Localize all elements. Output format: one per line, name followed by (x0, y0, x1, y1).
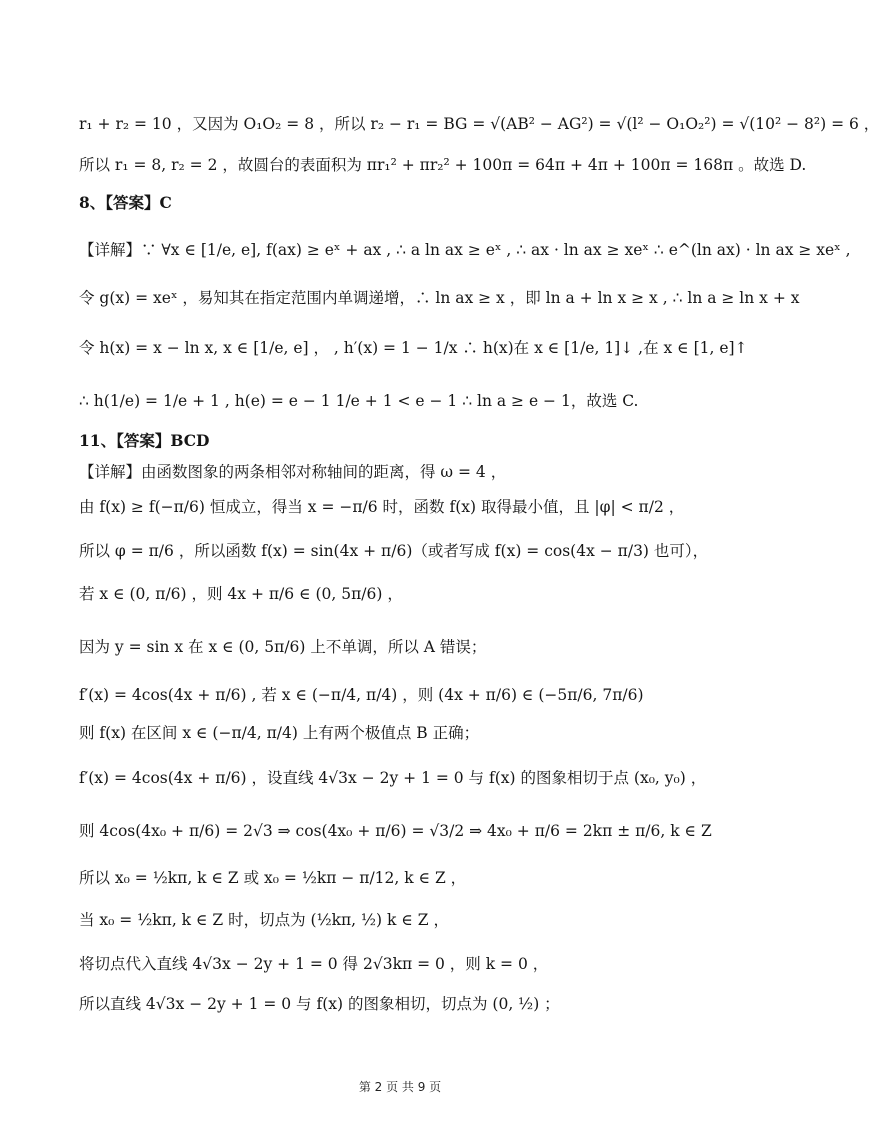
text-line: 所以 φ = π/6 ，所以函数 f(x) = sin(4x + π/6)（或者写成 f(x) = cos(4x − π/3) 也可）， (79, 542, 709, 560)
answer-heading-q11: 11、【答案】BCD (79, 431, 210, 450)
text-line: ∴ h(1/e) = 1/e + 1 , h(e) = e − 1 1/e + 1 < e − 1 ∴ ln a ≥ e − 1，故选 C. (79, 392, 639, 410)
text-line: 【详解】由函数图象的两条相邻对称轴间的距离，得 ω = 4 ， (79, 463, 507, 481)
text-line: 将切点代入直线 4√3x − 2y + 1 = 0 得 2√3kπ = 0 ，则 k = 0 ， (79, 955, 549, 973)
text-line: 因为 y = sin x 在 x ∈ (0, 5π/6) 上不单调，所以 A 错误； (79, 638, 487, 656)
text-line: 所以直线 4√3x − 2y + 1 = 0 与 f(x) 的图象相切，切点为 (0, ½) ； (79, 995, 560, 1013)
text-line: f′(x) = 4cos(4x + π/6) , 若 x ∈ (−π/4, π/4) ，则 (4x + π/6) ∈ (−5π/6, 7π/6) (79, 686, 644, 704)
text-line: 当 x₀ = ½kπ, k ∈ Z 时，切点为 (½kπ, ½) k ∈ Z ， (79, 911, 449, 929)
text-line: 令 h(x) = x − ln x, x ∈ [1/e, e] ， , h′(x) = 1 − 1/x ∴ h(x)在 x ∈ [1/e, 1]↓ ,在 x ∈ [1, e]↑ (79, 339, 748, 357)
page-footer: 第 2 页 共 9 页 (358, 1080, 442, 1094)
text-line: 则 4cos(4x₀ + π/6) = 2√3 ⇒ cos(4x₀ + π/6) = √3/2 ⇒ 4x₀ + π/6 = 2kπ ± π/6, k ∈ Z (79, 822, 712, 840)
text-line: 所以 x₀ = ½kπ, k ∈ Z 或 x₀ = ½kπ − π/12, k ∈ Z ， (79, 869, 467, 887)
text-line: 由 f(x) ≥ f(−π/6) 恒成立，得当 x = −π/6 时，函数 f(x) 取得最小值，且 |φ| < π/2 ， (79, 498, 685, 516)
text-line: r₁ + r₂ = 10 ，又因为 O₁O₂ = 8 ，所以 r₂ − r₁ = BG = √(AB² − AG²) = √(l² − O₁O₂²) = √(10² − 8²) = 6 ， (79, 115, 879, 133)
text-line: f′(x) = 4cos(4x + π/6) ，设直线 4√3x − 2y + 1 = 0 与 f(x) 的图象相切于点 (x₀, y₀) ， (79, 769, 707, 787)
text-line: 若 x ∈ (0, π/6) ，则 4x + π/6 ∈ (0, 5π/6) ， (79, 585, 403, 603)
text-line: 则 f(x) 在区间 x ∈ (−π/4, π/4) 上有两个极值点 B 正确； (79, 724, 480, 742)
text-line: 所以 r₁ = 8, r₂ = 2 ，故圆台的表面积为 πr₁² + πr₂² + 100π = 64π + 4π + 100π = 168π 。故选 D. (79, 156, 807, 174)
text-line: 令 g(x) = xeˣ ，易知其在指定范围内单调递增，∴ ln ax ≥ x ，即 ln a + ln x ≥ x , ∴ ln a ≥ ln x + x (79, 289, 800, 307)
answer-heading-q8: 8、【答案】C (79, 193, 172, 212)
text-line: 【详解】∵ ∀x ∈ [1/e, e], f(ax) ≥ eˣ + ax , ∴ a ln ax ≥ eˣ , ∴ ax · ln ax ≥ xeˣ ∴ e^(ln ax) · ln ax ≥ xeˣ , (79, 241, 851, 259)
